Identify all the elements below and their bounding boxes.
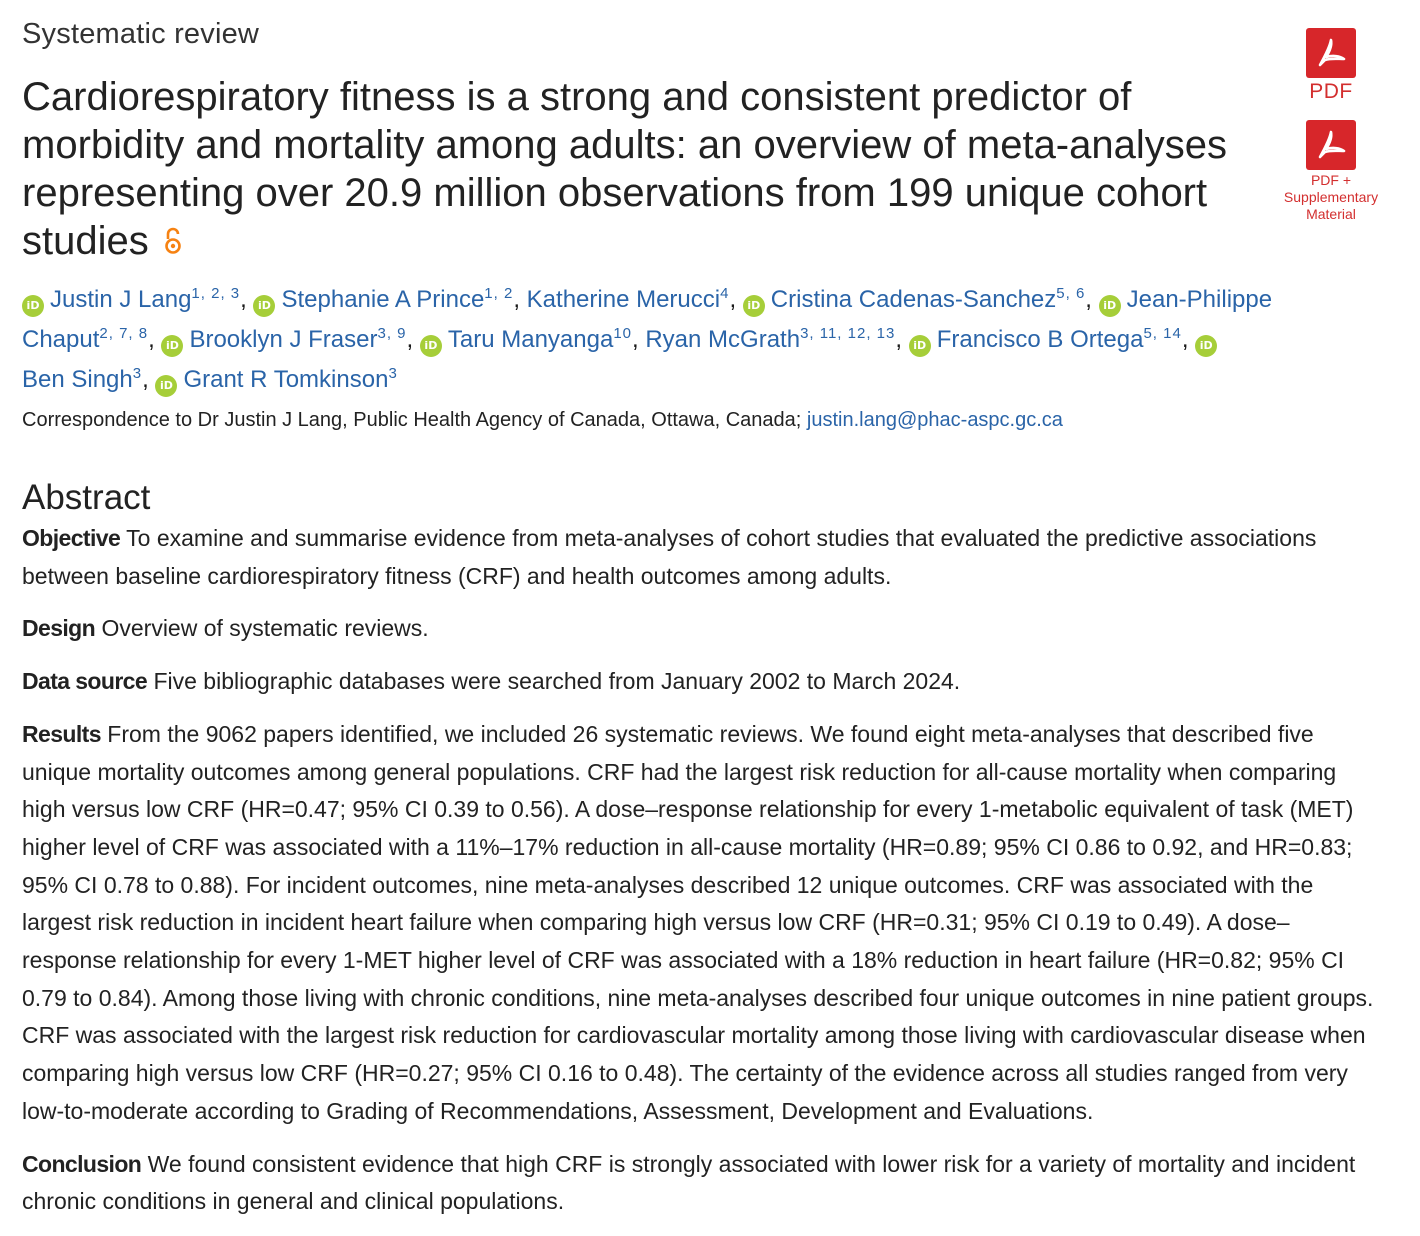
author-name-link[interactable]: Jean-Philippe Chaput — [22, 286, 1273, 353]
author-name-link[interactable]: Cristina Cadenas-Sanchez — [770, 286, 1057, 313]
author-affiliations: 10 — [613, 325, 632, 342]
pdf-supplementary-label-line2: Supplementary — [1283, 189, 1379, 205]
author-name-link[interactable]: Ben Singh — [22, 366, 133, 393]
author-affiliations: 2, 7, 8 — [99, 325, 149, 342]
section-text: Overview of systematic reviews. — [101, 615, 429, 642]
section-label: Objective — [22, 525, 121, 551]
correspondence-email-link[interactable]: justin.lang@phac-aspc.gc.ca — [806, 409, 1063, 431]
author-name-link[interactable]: Justin J Lang — [50, 286, 192, 313]
author-name-link[interactable]: Taru Manyanga — [447, 326, 614, 353]
author-affiliations: 3, 9 — [377, 325, 407, 342]
author — [155, 366, 397, 393]
author — [22, 286, 240, 313]
correspondence — [22, 409, 1063, 432]
section-text: To examine and summarise evidence from meta-analyses of cohort studies that evaluated the predictive associations between baseline cardiorespiratory fitness (CRF) and health outcomes among adults. — [22, 525, 1317, 589]
section-text: We found consistent evidence that high CRF is strongly associated with lower risk for a variety of mortality and incident chronic conditions in general and clinical populations. — [22, 1150, 1356, 1215]
abstract-section-data-source — [22, 663, 1382, 701]
author-affiliations: 3, 11, 12, 13 — [800, 325, 896, 342]
abstract-body — [22, 520, 1382, 1236]
section-text: Five bibliographic databases were searched from January 2002 to March 2024. — [153, 668, 961, 695]
open-access-icon — [163, 226, 183, 256]
article-title — [22, 73, 1262, 265]
pdf-icon — [1306, 120, 1356, 170]
author — [645, 326, 895, 353]
orcid-icon[interactable]: iD — [909, 335, 931, 357]
correspondence-text: Correspondence to Dr Justin J Lang, Public Health Agency of Canada, Ottawa, Canada; — [22, 409, 802, 431]
author — [527, 286, 730, 313]
section-label: Conclusion — [22, 1150, 142, 1177]
section-label: Design — [22, 615, 96, 642]
abstract-section-conclusion — [22, 1146, 1382, 1221]
author — [909, 326, 1182, 353]
author-affiliations: 5, 14 — [1143, 325, 1182, 342]
author-affiliations: 3 — [388, 365, 398, 382]
abstract-heading: Abstract — [22, 478, 151, 517]
article-title-text: Cardiorespiratory fitness is a strong and consistent predictor of morbidity and mortality among adults: an overview of meta-analyses representing over 20.9 million observations from 199 unique cohort studies — [22, 75, 1227, 263]
author-affiliations: 1, 2 — [484, 285, 514, 302]
pdf-download-button[interactable] — [1283, 28, 1379, 104]
author — [161, 326, 406, 353]
pdf-supplementary-label-line1: PDF + — [1310, 172, 1352, 188]
pdf-icon — [1306, 28, 1356, 78]
section-text: From the 9062 papers identified, we included 26 systematic reviews. We found eight meta-analyses that described five unique mortality outcomes among general populations. CRF had the largest risk reduction for all-cause mortality when comparing high versus low CRF (HR=0.47; 95% CI 0.39 to 0.56). A dose–response relationship for every 1-metabolic equivalent of task (MET) higher level of CRF was associated with a 11%–17% reduction in all-cause mortality (HR=0.89; 95% CI 0.86 to 0.92, and HR=0.83; 95% CI 0.78 to 0.88). For incident outcomes, nine meta-analyses described 12 unique outcomes. CRF was associated with the largest risk reduction in incident heart failure when comparing high versus low CRF (HR=0.31; 95% CI 0.19 to 0.49). A dose–response relationship for every 1-MET higher level of CRF was associated with a 18% reduction in heart failure (HR=0.82; 95% CI 0.79 to 0.84). Among those living with chronic conditions, nine meta-analyses described four unique outcomes in nine patient groups. CRF was associated with the largest risk reduction for cardiovascular mortality among those living with cardiovascular disease when comparing high versus low CRF (HR=0.27; 95% CI 0.16 to 0.48). The certainty of the evidence across all studies ranged from very low-to-moderate according to Grading of Recommendations, Assessment, Development and Evaluations. — [22, 720, 1374, 1124]
abstract-section-objective — [22, 520, 1382, 595]
abstract-section-design — [22, 610, 1382, 648]
author-affiliations: 3 — [132, 365, 143, 382]
author-name-link[interactable]: Brooklyn J Fraser — [189, 326, 378, 353]
orcid-icon[interactable]: iD — [253, 295, 275, 317]
author-name-link[interactable]: Grant R Tomkinson — [183, 366, 389, 393]
orcid-icon[interactable]: iD — [743, 295, 765, 317]
orcid-icon[interactable]: iD — [420, 335, 442, 357]
author-affiliations: 1, 2, 3 — [191, 285, 241, 302]
pdf-supplementary-label — [1270, 172, 1392, 223]
author-name-link[interactable]: Katherine Merucci — [526, 286, 721, 313]
section-label: Data source — [22, 668, 148, 695]
author — [743, 286, 1086, 313]
pdf-supplementary-download-button[interactable] — [1270, 120, 1392, 223]
author-name-link[interactable]: Francisco B Ortega — [936, 326, 1144, 353]
author-affiliations: 4 — [720, 285, 730, 302]
author-name-link[interactable]: Ryan McGrath — [645, 326, 801, 353]
article-type: Systematic review — [22, 18, 260, 50]
author-name-link[interactable]: Stephanie A Prince — [281, 286, 485, 313]
orcid-icon[interactable]: iD — [22, 295, 44, 317]
orcid-icon[interactable]: iD — [1195, 335, 1217, 357]
pdf-label: PDF — [1309, 80, 1353, 103]
pdf-supplementary-label-line3: Material — [1306, 206, 1356, 222]
orcid-icon[interactable]: iD — [161, 335, 183, 357]
abstract-section-results — [22, 716, 1382, 1131]
author — [253, 286, 513, 313]
orcid-icon[interactable]: iD — [155, 375, 177, 397]
author — [420, 326, 632, 353]
author-list: iD Justin J Lang$^{1, 2, 3}$, iD Stephanie A Prince$^{1, 2}$, Katherine Merucci$^4$, iD Cristina Cadenas-Sanchez$^{5, 6}$, iD Jean-Philippe Chaput$^{2, 7, 8}$, iD Brooklyn J Fraser$^{3, 9}$, iD Taru Manyanga$^{10}$, Ryan McGrath$^{3, 11, 12, 13}$, iD Francisco B Ortega$^{5, 14}$, iD Ben Singh$^3$, iD Grant R Tomkinson$^3$ — [22, 280, 1322, 400]
author-affiliations: 5, 6 — [1056, 285, 1086, 302]
section-label: Results — [22, 720, 101, 747]
orcid-icon[interactable]: iD — [1099, 295, 1121, 317]
